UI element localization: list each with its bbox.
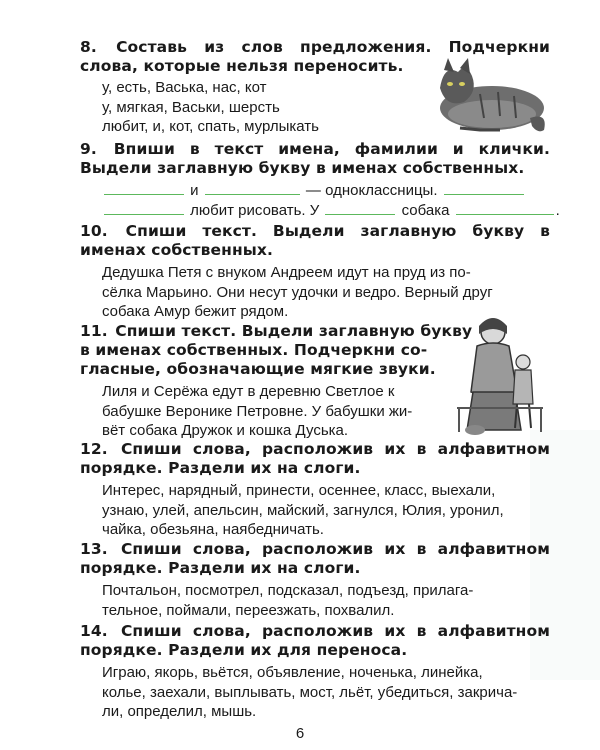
text-line: чайка, обезьяна, наябедничать. [102, 521, 324, 538]
task-title [80, 322, 480, 379]
fill-in-line [102, 181, 550, 201]
task-body [80, 382, 480, 441]
fill-text: любит рисовать. У [190, 201, 320, 219]
title-line [80, 322, 480, 341]
text-line: Интерес, нарядный, принести, осеннее, класс, выехали, [102, 482, 496, 499]
task-13 [80, 540, 550, 620]
task-body [80, 181, 560, 220]
task-number: 8. [80, 38, 97, 56]
page-number: 6 [295, 725, 305, 742]
text-line: собака Амур бежит рядом. [102, 303, 289, 320]
blank-field[interactable] [205, 182, 300, 195]
task-instruction: Спиши слова, расположив их в алфавитном порядке. Раздели их для переноса. [80, 622, 550, 659]
grandmother-icon [455, 312, 545, 437]
task-title [80, 140, 550, 178]
text-line: сёлка Марьино. Они несут удочки и ведро. Верный друг [102, 283, 493, 301]
blank-field[interactable] [104, 182, 184, 195]
task-number: 10. [80, 222, 108, 240]
text-line: Почтальон, посмотрел, подсказал, подъезд, прилага- [102, 582, 474, 599]
text-line: колье, заехали, выплывать, мост, льёт, убедиться, закрича- [102, 683, 518, 701]
task-number: 12. [80, 440, 108, 458]
fill-text: собака [401, 201, 450, 219]
word-line: любит, и, кот, спать, мурлыкать [102, 118, 319, 135]
task-number: 11. [80, 322, 108, 340]
blank-field[interactable] [444, 182, 524, 195]
task-body [80, 663, 550, 722]
task-body [80, 581, 550, 620]
task-title [80, 440, 550, 478]
fill-in-line [102, 201, 560, 221]
task-14 [80, 622, 550, 722]
task-instruction: Спиши слова, расположив их в алфавитном порядке. Раздели их на слоги. [80, 440, 550, 477]
text-line: ли, определил, мышь. [102, 703, 257, 720]
word-line: у, мягкая, Васьки, шерсть [102, 98, 280, 116]
task-number: 9. [80, 140, 97, 158]
task-number: 13. [80, 540, 108, 558]
cat-icon [420, 58, 550, 136]
task-body [80, 481, 550, 540]
task-title [80, 540, 550, 578]
task-12 [80, 440, 550, 540]
text-line: бабушке Веронике Петровне. У бабушки жи- [102, 402, 413, 420]
task-number: 14. [80, 622, 108, 640]
fill-text: — одноклассницы. [305, 182, 438, 199]
title-line: в именах собственных. Подчеркни со- [80, 341, 428, 359]
text-line: вёт собака Дружок и кошка Дуська. [102, 422, 349, 439]
task-title [80, 622, 550, 660]
text-line: узнаю, улей, апельсин, майский, загнулся, Юлия, уронил, [102, 501, 504, 519]
task-11 [80, 322, 480, 441]
task-9 [80, 140, 560, 220]
fill-text: и [190, 182, 199, 199]
title-line: гласные, обозначающие мягкие звуки. [80, 360, 436, 378]
task-10 [80, 222, 550, 322]
text-line: Дедушка Петя с внуком Андреем идут на пруд из по- [102, 264, 471, 281]
word-line: у, есть, Васька, нас, кот [102, 79, 267, 96]
blank-field[interactable] [456, 202, 554, 215]
task-instruction: Спиши слова, расположив их в алфавитном порядке. Раздели их на слоги. [80, 540, 550, 577]
fill-text: . [555, 201, 560, 219]
task-instruction: Спиши текст. Выдели заглавную букву [115, 322, 473, 340]
task-instruction: Составь из слов предложения. Подчеркни слова, которые нельзя переносить. [80, 38, 550, 75]
task-instruction: Впиши в текст имена, фамилии и клички. Выдели заглавную букву в именах собственных. [80, 140, 550, 177]
text-line: Играю, якорь, вьётся, объявление, ноченька, линейка, [102, 664, 483, 681]
blank-field[interactable] [325, 202, 395, 215]
blank-field[interactable] [104, 202, 184, 215]
text-line: Лиля и Серёжа едут в деревню Светлое к [102, 383, 395, 400]
task-title [80, 222, 550, 260]
text-line: тельное, поймали, переезжать, похвалил. [102, 601, 395, 619]
task-instruction: Спиши текст. Выдели заглавную букву в именах собственных. [80, 222, 550, 259]
